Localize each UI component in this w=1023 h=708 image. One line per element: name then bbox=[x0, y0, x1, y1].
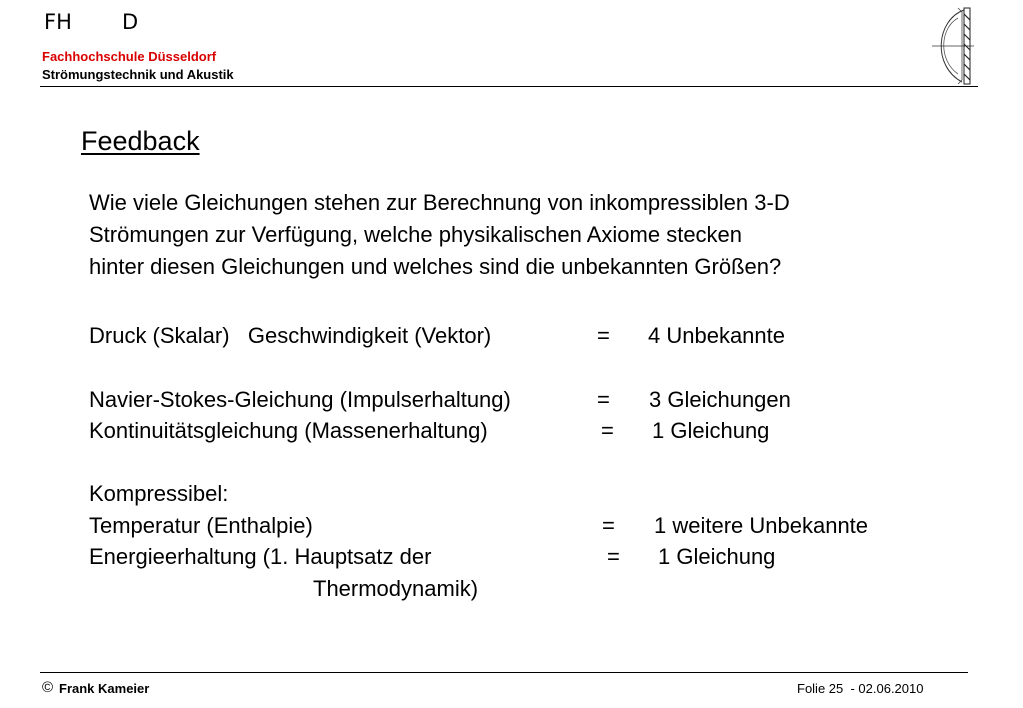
department-name: Strömungstechnik und Akustik bbox=[42, 67, 234, 82]
question-line-3: hinter diesen Gleichungen und welches sind die unbekannten Größen? bbox=[89, 254, 782, 279]
row-navier-eq: = bbox=[597, 387, 610, 412]
row-continuity-left: Kontinuitätsgleichung (Massenerhaltung) bbox=[89, 418, 488, 443]
turbine-logo-icon bbox=[928, 6, 978, 86]
school-name: Fachhochschule Düsseldorf bbox=[42, 49, 217, 64]
row-energy-right: 1 Gleichung bbox=[658, 544, 776, 569]
row-temperature-left: Temperatur (Enthalpie) bbox=[89, 513, 313, 538]
row-continuity-right: 1 Gleichung bbox=[652, 418, 770, 443]
row-unknowns-right: 4 Unbekannte bbox=[648, 323, 785, 348]
question-line-2: Strömungen zur Verfügung, welche physikalischen Axiome stecken bbox=[89, 222, 743, 247]
row-navier-left: Navier-Stokes-Gleichung (Impulserhaltung) bbox=[89, 387, 511, 412]
row-energy-eq: = bbox=[607, 544, 620, 569]
row-unknowns-left: Druck (Skalar) Geschwindigkeit (Vektor) bbox=[89, 323, 492, 348]
header-rule bbox=[40, 86, 978, 87]
compressible-heading: Kompressibel: bbox=[89, 481, 229, 506]
row-navier-right: 3 Gleichungen bbox=[649, 387, 791, 412]
row-unknowns-eq: = bbox=[597, 323, 610, 348]
footer-slide-info: Folie 25 - 02.06.2010 bbox=[797, 681, 924, 696]
row-continuity-eq: = bbox=[601, 418, 614, 443]
row-temperature-eq: = bbox=[602, 513, 615, 538]
row-energy-continuation: Thermodynamik) bbox=[313, 576, 479, 601]
logo-d: D bbox=[122, 10, 139, 34]
logo-fh: FH bbox=[44, 10, 72, 34]
row-energy-left: Energieerhaltung (1. Hauptsatz der bbox=[89, 544, 432, 569]
row-temperature-right: 1 weitere Unbekannte bbox=[654, 513, 869, 538]
footer-rule bbox=[40, 672, 968, 673]
slide-title: Feedback bbox=[81, 126, 200, 156]
footer-author: Frank Kameier bbox=[59, 681, 150, 696]
question-line-1: Wie viele Gleichungen stehen zur Berechnung von inkompressiblen 3-D bbox=[89, 190, 790, 215]
copyright-icon: © bbox=[42, 679, 54, 696]
